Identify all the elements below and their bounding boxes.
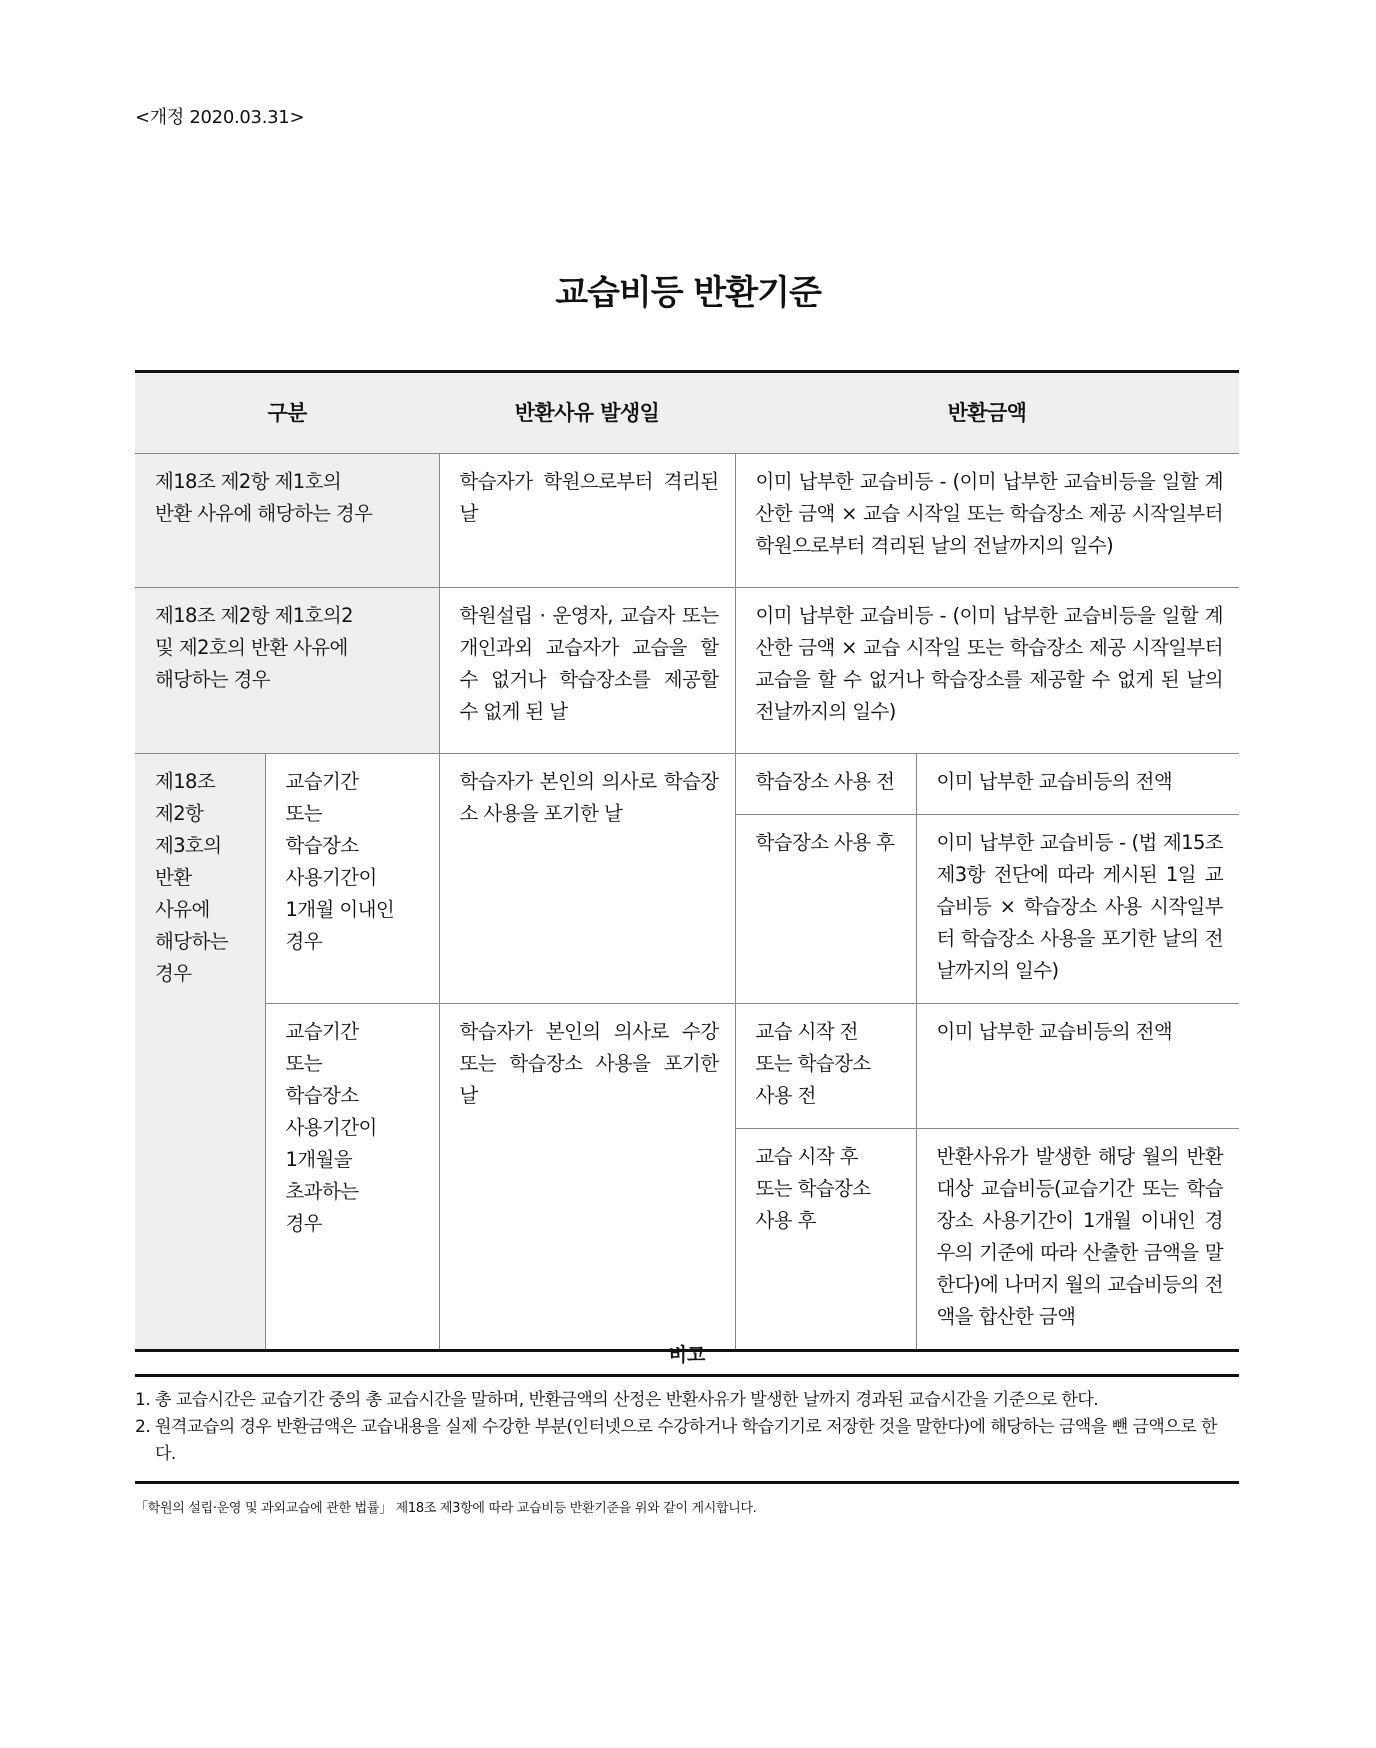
row1-date: 학습자가 학원으로부터 격리된 날 [439,454,735,588]
remarks-title: 비고 [668,1344,706,1366]
within-after-use: 학습장소 사용 후 [735,815,916,1004]
row2-category: 제18조 제2항 제1호의2 및 제2호의 반환 사유에 해당하는 경우 [135,588,439,754]
row1-category: 제18조 제2항 제1호의 반환 사유에 해당하는 경우 [135,454,439,588]
within-before-use-amount: 이미 납부한 교습비등의 전액 [916,754,1239,815]
header-occurrence-date: 반환사유 발생일 [439,372,735,454]
over-month-date: 학습자가 본인의 의사로 수강 또는 학습장소 사용을 포기한 날 [439,1004,735,1351]
over-after-start: 교습 시작 후 또는 학습장소 사용 후 [735,1129,916,1351]
over-before-start: 교습 시작 전 또는 학습장소 사용 전 [735,1004,916,1129]
over-after-start-amount: 반환사유가 발생한 해당 월의 반환대상 교습비등(교습기간 또는 학습장소 사용기간이 1개월 이내인 경우의 기준에 따라 산출한 금액을 말한다)에 나머지 월의 교습비등의 전액을 합산한 금액 [916,1129,1239,1351]
over-month-period: 교습기간 또는 학습장소 사용기간이 1개월을 초과하는 경우 [265,1004,439,1351]
within-before-use: 학습장소 사용 전 [735,754,916,815]
row2-amount: 이미 납부한 교습비등 - (이미 납부한 교습비등을 일할 계산한 금액 × 교습 시작일 또는 학습장소 제공 시작일부터 교습을 할 수 없거나 학습장소를 제공할 수 없게 된 날의 전날까지의 일수) [735,588,1239,754]
remark-text: 총 교습시간은 교습기간 중의 총 교습시간을 말하며, 반환금액의 산정은 반환사유가 발생한 날까지 경과된 교습시간을 기준으로 한다. [155,1390,1099,1410]
row1-amount: 이미 납부한 교습비등 - (이미 납부한 교습비등을 일할 계산한 금액 × 교습 시작일 또는 학습장소 제공 시작일부터 학원으로부터 격리된 날의 전날까지의 일수) [735,454,1239,588]
table-header-row [135,372,1239,454]
within-month-period: 교습기간 또는 학습장소 사용기간이 1개월 이내인 경우 [265,754,439,1004]
table-row [135,1004,1239,1129]
remark-number: 1. [135,1390,151,1410]
header-refund-amount: 반환금액 [735,372,1239,454]
row3-category: 제18조 제2항 제3호의 반환 사유에 해당하는 경우 [135,754,265,1351]
remarks-box [135,1374,1239,1484]
header-category: 구분 [135,372,439,454]
over-before-start-amount: 이미 납부한 교습비등의 전액 [916,1004,1239,1129]
table-row [135,454,1239,588]
refund-criteria-table [135,370,1239,1352]
remark-item [135,1387,1239,1414]
remark-item [135,1414,1239,1468]
within-after-use-amount: 이미 납부한 교습비등 - (법 제15조 제3항 전단에 따라 게시된 1일 교습비등 × 학습장소 사용 시작일부터 학습장소 사용을 포기한 날의 전날까지의 일수) [916,815,1239,1004]
remark-text: 원격교습의 경우 반환금액은 교습내용을 실제 수강한 부분(인터넷으로 수강하거나 학습기기로 저장한 것을 말한다)에 해당하는 금액을 뺀 금액으로 한다. [155,1417,1217,1464]
document-title: 교습비등 반환기준 [555,273,821,313]
table-row [135,588,1239,754]
row2-date: 학원설립 · 운영자, 교습자 또는 개인과외 교습자가 교습을 할 수 없거나 학습장소를 제공할 수 없게 된 날 [439,588,735,754]
legal-footnote: 「학원의 설립·운영 및 과외교습에 관한 법률」 제18조 제3항에 따라 교습비등 반환기준을 위와 같이 게시합니다. [135,1501,757,1516]
remark-number: 2. [135,1417,151,1437]
revision-note: <개정 2020.03.31> [135,107,305,128]
table-row [135,754,1239,815]
within-month-date: 학습자가 본인의 의사로 학습장소 사용을 포기한 날 [439,754,735,1004]
